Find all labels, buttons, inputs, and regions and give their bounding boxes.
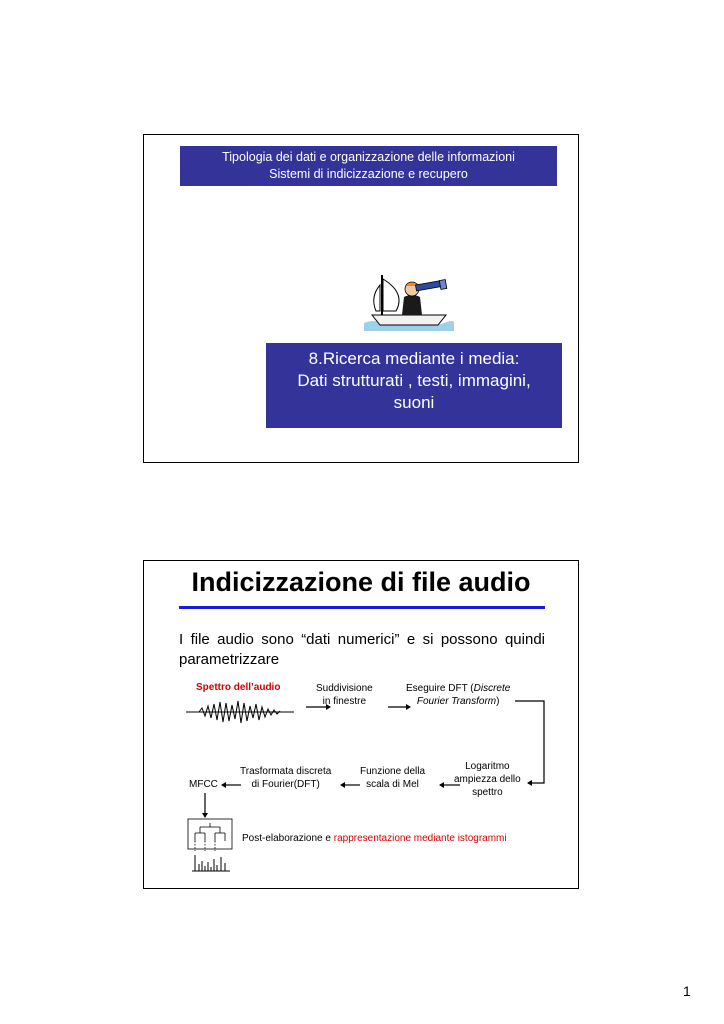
topic-box bbox=[266, 343, 562, 428]
topic-line-1: 8.Ricerca mediante i media: bbox=[308, 349, 520, 368]
slide-title: Indicizzazione di file audio bbox=[191, 567, 531, 597]
label-suddivisione: Suddivisione in finestre bbox=[316, 683, 373, 707]
sailor-telescope-clipart bbox=[362, 267, 454, 331]
label-spettro: Spettro dell’audio bbox=[196, 682, 281, 693]
course-header bbox=[180, 146, 557, 186]
label-post-elaborazione: Post-elaborazione e rappresentazione mediante istogrammi bbox=[242, 833, 507, 844]
page-number: 1 bbox=[683, 983, 691, 999]
waveform-icon bbox=[186, 701, 294, 723]
histogram-icon bbox=[192, 855, 230, 871]
label-trasformata: Trasformata discreta di Fourier(DFT) bbox=[240, 766, 332, 790]
label-mfcc: MFCC bbox=[189, 779, 218, 790]
intro-text: I file audio sono “dati numerici” e si possono quindi parametrizzare bbox=[179, 631, 545, 668]
course-subtitle: Sistemi di indicizzazione e recupero bbox=[269, 167, 468, 181]
label-logaritmo: Logaritmo ampiezza dello spettro bbox=[454, 761, 521, 798]
topic-line-2: Dati strutturati , testi, immagini, bbox=[297, 371, 531, 390]
course-title: Tipologia dei dati e organizzazione delle informazioni bbox=[222, 150, 515, 164]
slide-1 bbox=[143, 134, 579, 463]
slide-2 bbox=[143, 560, 579, 889]
topic-line-3: suoni bbox=[393, 393, 435, 412]
dendrogram-icon bbox=[188, 819, 232, 851]
label-dft: Eseguire DFT (Discrete Fourier Transform) bbox=[406, 683, 511, 707]
label-mel: Funzione della scala di Mel bbox=[360, 766, 426, 790]
